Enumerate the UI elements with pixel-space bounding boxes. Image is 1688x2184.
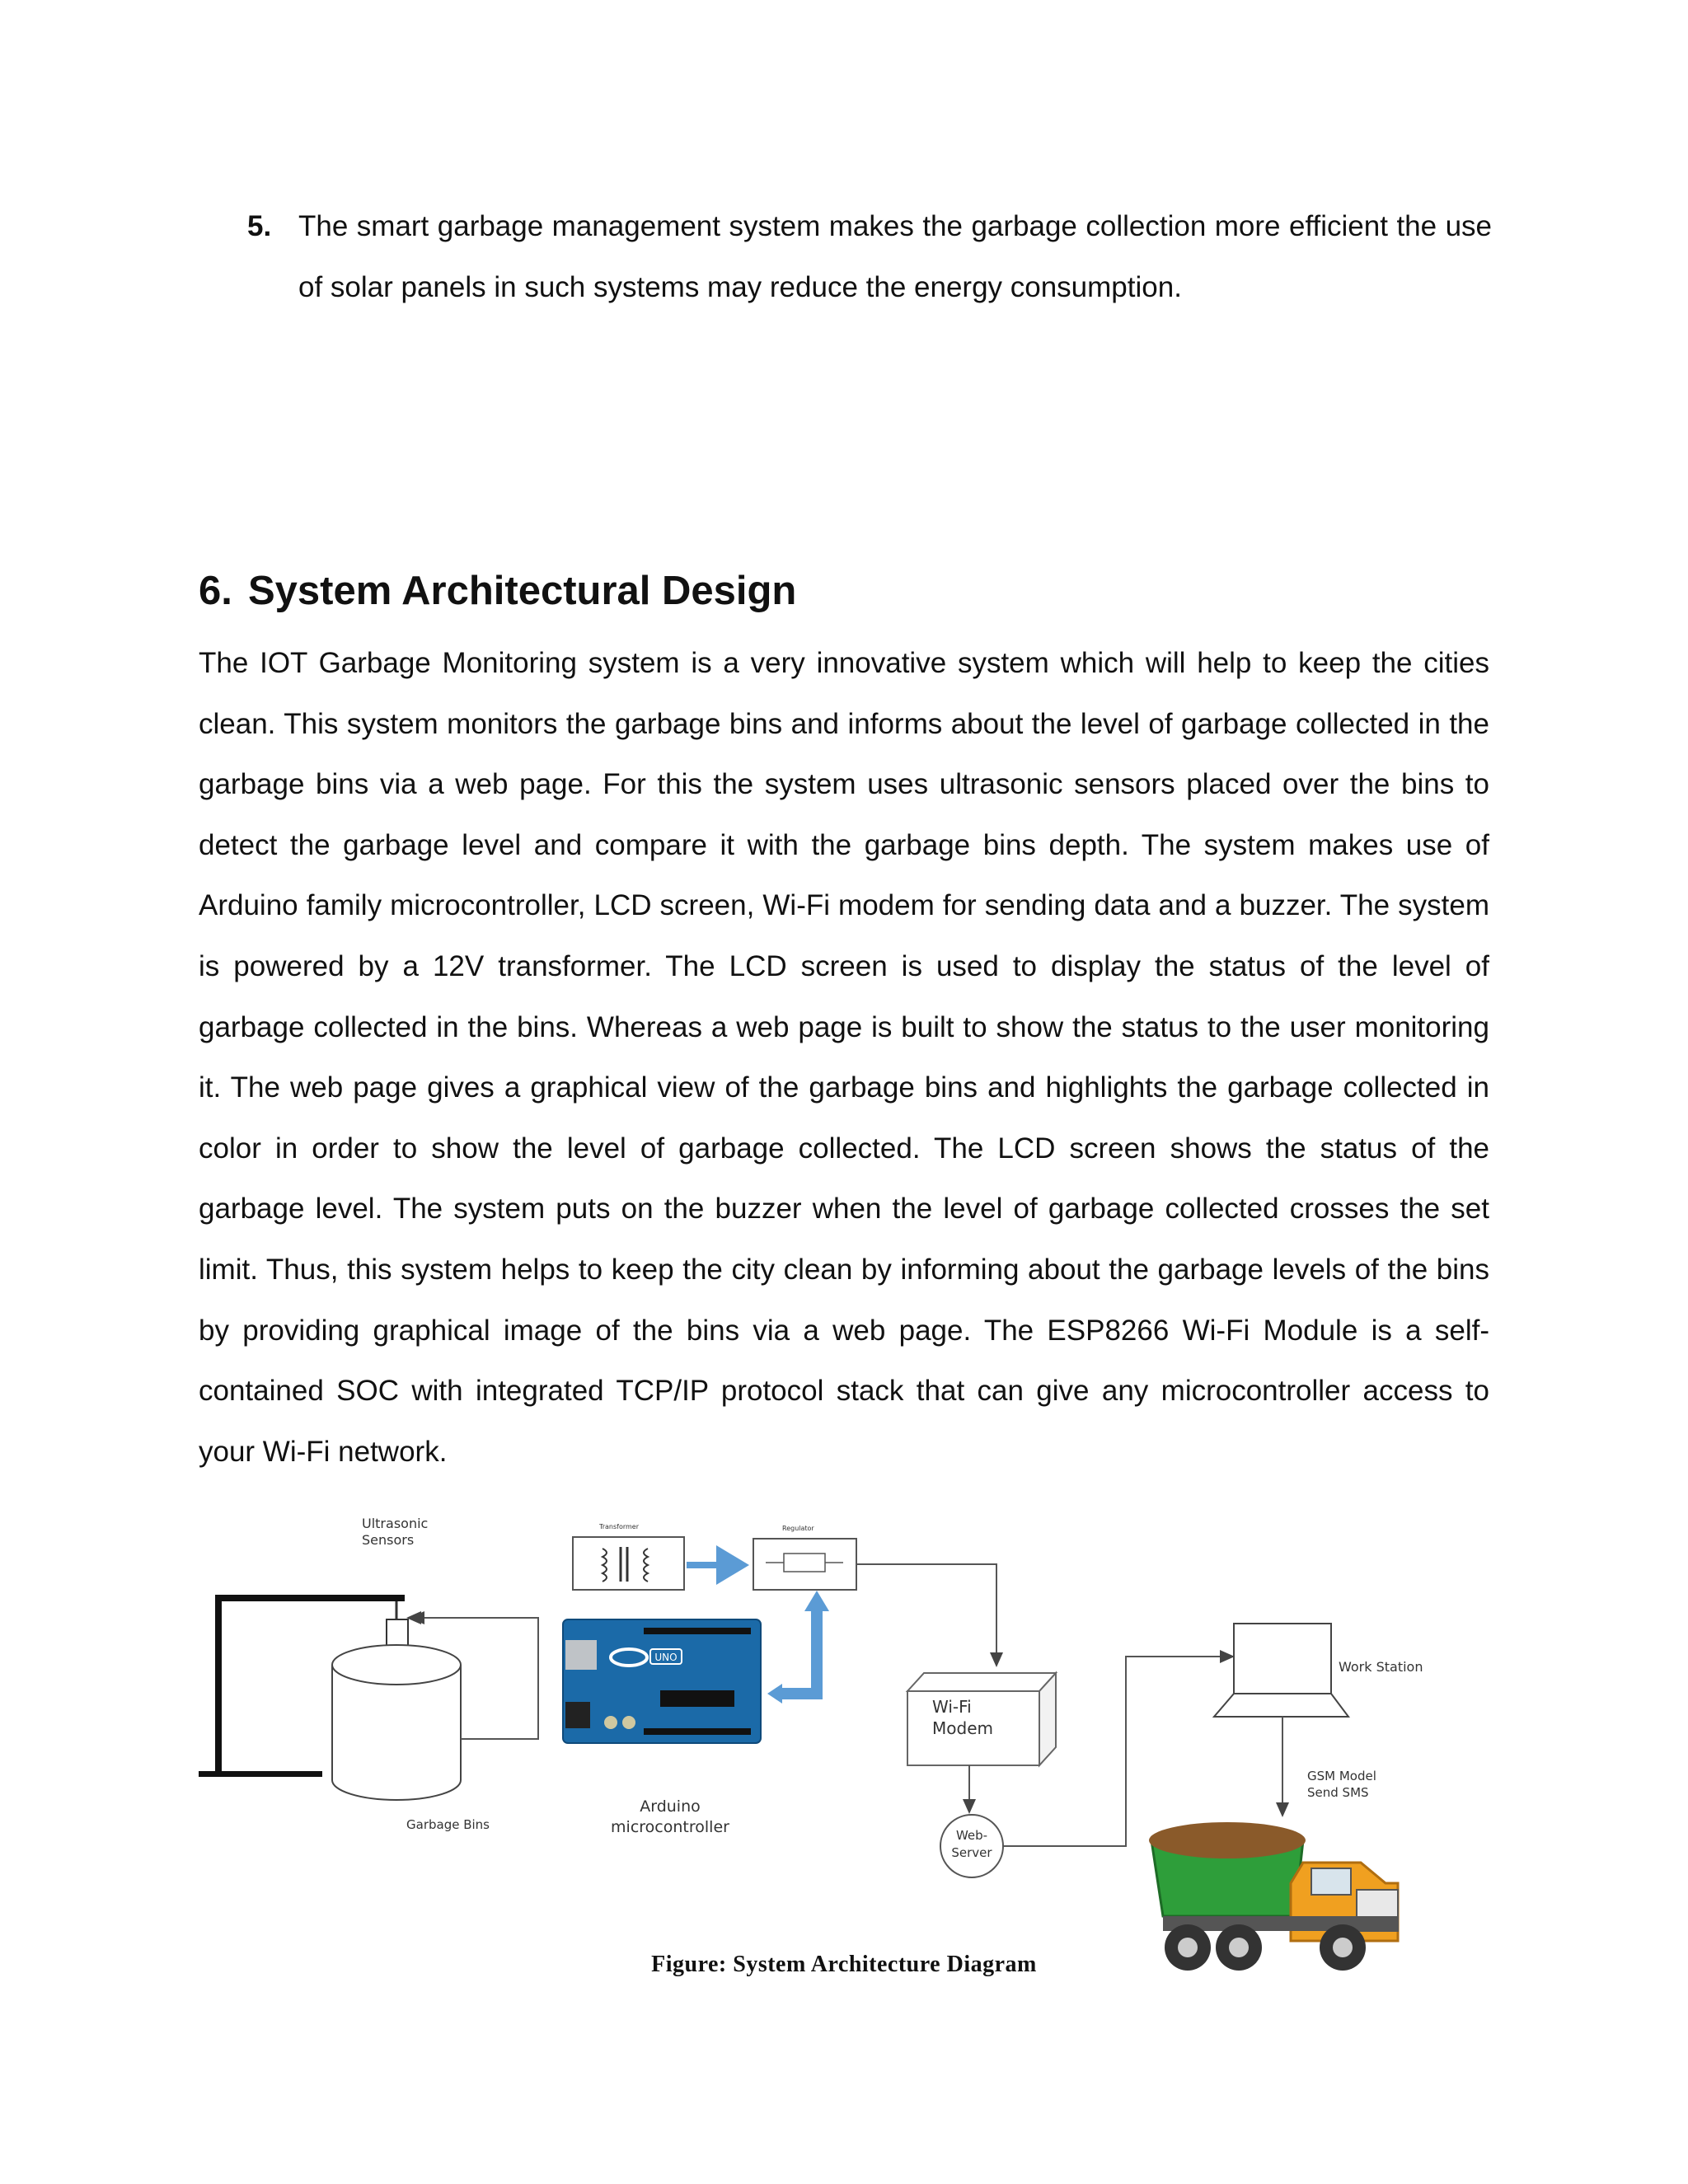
garbage-truck-icon [1149, 1822, 1398, 1971]
garbage-bin-icon [332, 1645, 461, 1800]
wifi-modem-label: Wi-Fi Modem [932, 1697, 993, 1738]
system-architecture-figure [199, 1496, 1489, 1982]
transformer-label: Transformer [599, 1523, 640, 1530]
arduino-label: Arduino microcontroller [611, 1797, 729, 1836]
ultrasonic-sensors-label: Ultrasonic Sensors [362, 1516, 429, 1548]
transformer-icon [573, 1537, 684, 1590]
gsm-model-label: GSM Model Send SMS [1307, 1769, 1376, 1800]
web-server-label: Web- Server [951, 1828, 992, 1860]
workstation-icon [1214, 1624, 1348, 1717]
figure-caption: Figure: System Architecture Diagram [651, 1952, 1037, 1977]
section-number: 6. [199, 569, 232, 613]
body-paragraph: The IOT Garbage Monitoring system is a very innovative system which will help to keep the cities clean. This system monitors the garbage bins and informs about the level of garbage collected in the garbage bins via a web page. For this the system uses ultrasonic sensors placed over the bins to detect the garbage level and compare it with the garbage bins depth. The system makes use of Arduino family microcontroller, LCD screen, Wi-Fi modem for sending data and a buzzer. The system is powered by a 12V transformer. The LCD screen is used to display the status of the level of garbage collected in the bins. Whereas a web page is built to show the status to the user monitoring it. The web page gives a graphical view of the garbage bins and highlights the garbage collected in color in order to show the level of garbage collected. The LCD screen shows the status of the garbage level. The system puts on the buzzer when the level of garbage collected crosses the set limit. Thus, this system helps to keep the city clean by informing about the garbage levels of the bins by providing graphical image of the bins via a web page. The ESP8266 Wi-Fi Module is a self-contained SOC with integrated TCP/IP protocol stack that can give any microcontroller access to your Wi-Fi network. [199, 647, 1489, 1468]
list-item-text: The smart garbage management system makes the garbage collection more efficient the use of solar panels in such systems may reduce the energy consumption. [298, 210, 1492, 303]
ultrasonic-sensor-icon [387, 1619, 408, 1646]
work-station-label: Work Station [1339, 1659, 1423, 1675]
section-title: System Architectural Design [248, 569, 797, 613]
regulator-label: Regulator [782, 1525, 814, 1532]
architecture-diagram [199, 1496, 1489, 1982]
list-item-number: 5. [247, 210, 272, 242]
uno-text: UNO [654, 1652, 678, 1663]
section-heading [199, 564, 796, 618]
garbage-bins-label: Garbage Bins [406, 1817, 490, 1832]
regulator-icon [753, 1539, 856, 1590]
arduino-board-icon [563, 1619, 761, 1743]
